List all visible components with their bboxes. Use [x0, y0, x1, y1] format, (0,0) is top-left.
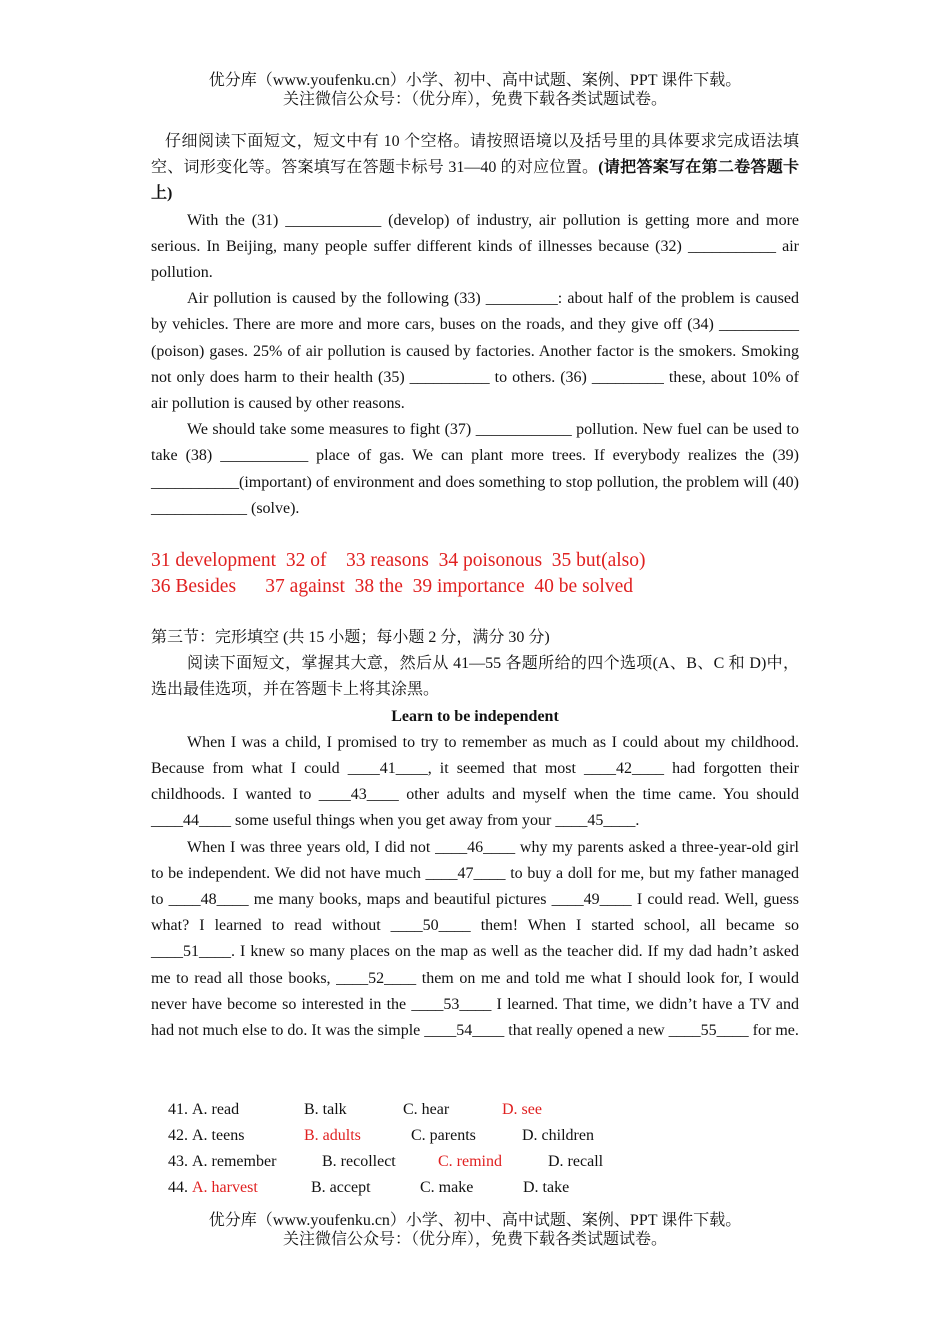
section2-instruction: 仔细阅读下面短文，短文中有 10 个空格。请按照语境以及括号里的具体要求完成语法填空、词形变化等。答案填写在答题卡标号 31—40 的对应位置。(请把答案写在第二卷答题卡上): [151, 133, 799, 203]
option: C. parents: [411, 1127, 476, 1144]
option: D. children: [522, 1127, 594, 1144]
option: B. recollect: [322, 1153, 396, 1170]
passage-paragraph: When I was three years old, I did not ____46____ why my parents asked a three-year-old girl to be independent. We did not have much ____47____ to buy a doll for me, but my father managed to ____48____ me many books, maps and beautiful pictures ____49____ I could read. Well, guess what? I learned to read without ____50____ them! When I started school, all became so ____51____. I knew so many places on the map as well as the teacher did. If my dad hadn’t asked me to read all those books, ____52____ them on me and told me what I should look for, I would never have become so interested in the ____53____ I learned. That time, we didn’t have a TV and had not much else to do. It was the simple ____54____ that really opened a new ____55____ for me.: [151, 838, 799, 1040]
option: D. recall: [548, 1153, 604, 1170]
question-row: [168, 1123, 808, 1149]
passage-title: Learn to be independent: [391, 707, 559, 725]
correct-option: D. see: [502, 1101, 542, 1118]
question-number: 44.: [168, 1179, 188, 1196]
header-line-2: 关注微信公众号：（优分库），免费下载各类试题试卷。: [282, 91, 667, 108]
section2-instruction-bold: (请把答案写在第二卷答题卡上): [151, 159, 799, 203]
correct-option: C. remind: [438, 1153, 502, 1170]
option: B. accept: [311, 1179, 371, 1196]
section3-instruction: 阅读下面短文，掌握其大意，然后从 41—55 各题所给的四个选项(A、B、C 和 D)中，选出最佳选项，并在答题卡上将其涂黑。: [151, 655, 799, 699]
option: D. take: [523, 1179, 570, 1196]
passage-paragraph: When I was a child, I promised to try to remember as much as I could about my childhood. Because from what I could ____41____, it seemed that most ____42____ had forgotten their childhoods. I wanted to ____43____ other adults and myself when the time came. You should ____44____ some useful things when you get away from your ____45____.: [151, 733, 799, 830]
section3-heading: 第三节：完形填空 (共 15 小题；每小题 2 分，满分 30 分): [151, 629, 550, 646]
option: C. make: [420, 1179, 474, 1196]
correct-option: B. adults: [304, 1127, 361, 1144]
passage-paragraph: Air pollution is caused by the following (33) _________: about half of the problem is caused by vehicles. There are more and more cars, buses on the roads, and they give off (34) __________ (poison) gases. 25% of air pollution is caused by factories. Another factor is the smokers. Smoking not only does harm to their health (35) __________ to others. (36) _________ these, about 10% of air pollution is caused by other reasons.: [151, 290, 799, 413]
option: A. teens: [192, 1127, 245, 1144]
option: A. read: [192, 1101, 240, 1118]
grammar-fill-section: [151, 129, 799, 522]
question-row: [168, 1149, 808, 1175]
question-row: [168, 1175, 808, 1201]
answer-key-line-1: 31 development 32 of 33 reasons 34 poisonous 35 but(also): [151, 550, 646, 571]
question-number: 43.: [168, 1153, 188, 1170]
option: C. hear: [403, 1101, 450, 1118]
answer-key-line-2: 36 Besides 37 against 38 the 39 importance 40 be solved: [151, 576, 633, 597]
passage-paragraph: With the (31) ____________ (develop) of industry, air pollution is getting more and more serious. In Beijing, many people suffer different kinds of illnesses because (32) ___________ air pollution.: [151, 211, 799, 282]
option: B. talk: [304, 1101, 347, 1118]
question-number: 42.: [168, 1127, 188, 1144]
question-number: 41.: [168, 1101, 188, 1118]
option: A. remember: [192, 1153, 277, 1170]
footer-line-1: 优分库（www.youfenku.cn）小学、初中、高中试题、案例、PPT 课件下载。: [208, 1212, 742, 1229]
header-line-1: 优分库（www.youfenku.cn）小学、初中、高中试题、案例、PPT 课件下载。: [208, 72, 742, 89]
passage-paragraph: We should take some measures to fight (37) ____________ pollution. New fuel can be used to take (38) ___________ place of gas. We can plant more trees. If everybody realizes the (39) ___________(important) of environment and does something to stop pollution, the problem will (40) ____________ (solve).: [151, 421, 799, 517]
footer-line-2: 关注微信公众号：（优分库），免费下载各类试题试卷。: [282, 1231, 667, 1248]
cloze-section: [151, 625, 799, 1044]
question-row: [168, 1097, 808, 1123]
correct-option: A. harvest: [192, 1179, 258, 1196]
